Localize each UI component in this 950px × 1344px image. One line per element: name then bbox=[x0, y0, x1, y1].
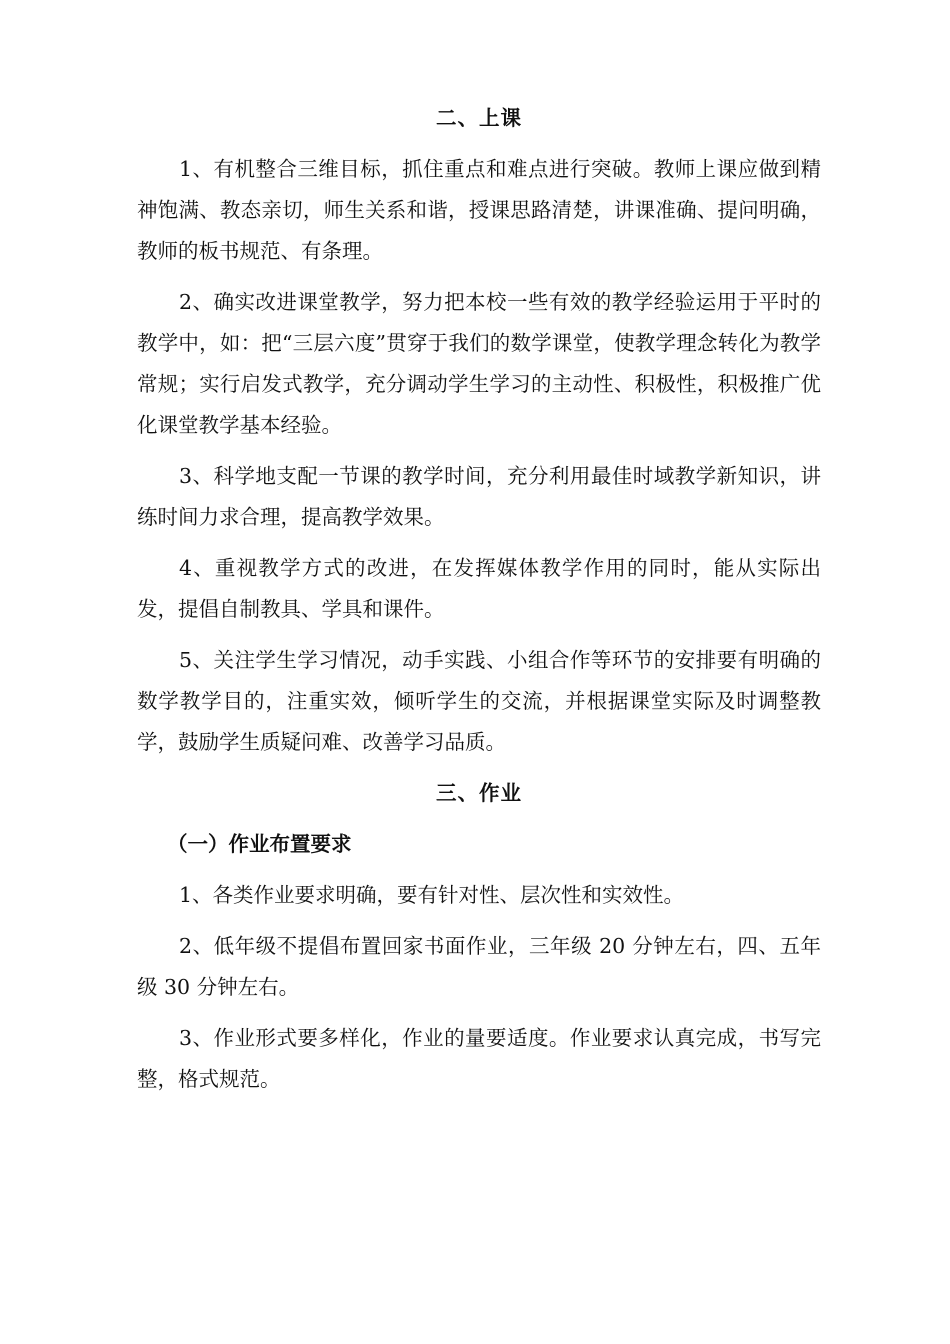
subsection-heading: （一）作业布置要求 bbox=[167, 832, 352, 856]
paragraph: 3、作业形式要多样化，作业的量要适度。作业要求认真完成，书写完整，格式规范。 bbox=[137, 1026, 821, 1091]
paragraph: 2、确实改进课堂教学，努力把本校一些有效的教学经验运用于平时的教学中，如：把“三层六度”贯穿于我们的数学课堂，使教学理念转化为教学常规；实行启发式教学，充分调动学生学习的主动性、积极性，积极推广优化课堂教学基本经验。 bbox=[137, 290, 821, 437]
paragraph: 1、各类作业要求明确，要有针对性、层次性和实效性。 bbox=[179, 883, 685, 907]
section-heading-class: 二、上课 bbox=[436, 106, 522, 130]
paragraph: 2、低年级不提倡布置回家书面作业，三年级 20 分钟左右，四、五年级 30 分钟左右。 bbox=[137, 934, 821, 999]
document-body bbox=[137, 98, 821, 1110]
paragraph: 3、科学地支配一节课的教学时间，充分利用最佳时域教学新知识，讲练时间力求合理，提高教学效果。 bbox=[137, 464, 821, 529]
paragraph: 1、有机整合三维目标，抓住重点和难点进行突破。教师上课应做到精神饱满、教态亲切，师生关系和谐，授课思路清楚，讲课准确、提问明确，教师的板书规范、有条理。 bbox=[137, 157, 821, 263]
section-heading-homework: 三、作业 bbox=[436, 781, 522, 805]
paragraph: 4、重视教学方式的改进，在发挥媒体教学作用的同时，能从实际出发，提倡自制教具、学具和课件。 bbox=[137, 556, 821, 621]
paragraph: 5、关注学生学习情况，动手实践、小组合作等环节的安排要有明确的数学教学目的，注重实效，倾听学生的交流，并根据课堂实际及时调整教学，鼓励学生质疑问难、改善学习品质。 bbox=[137, 648, 821, 754]
